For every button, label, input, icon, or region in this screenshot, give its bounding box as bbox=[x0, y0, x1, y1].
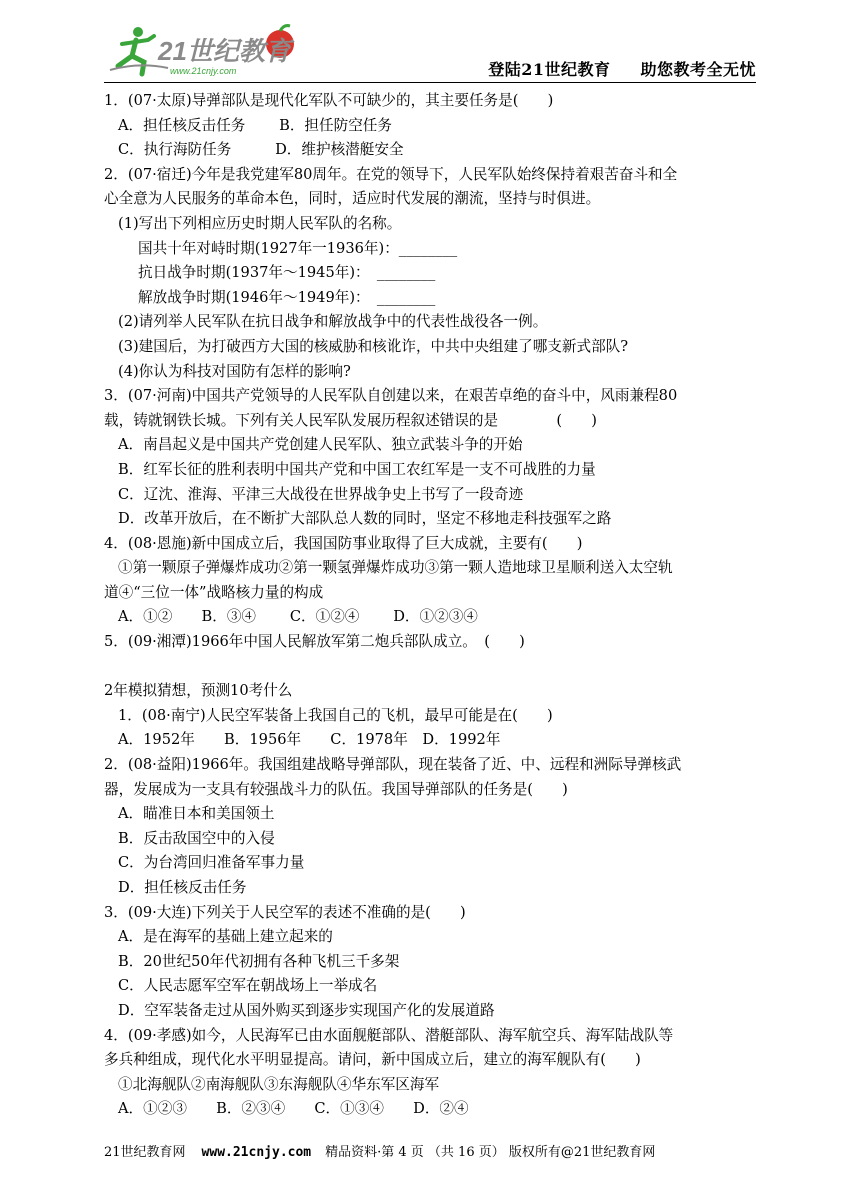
footer-page-info: 精品资料·第 4 页 （共 16 页） 版权所有@21世纪教育网 bbox=[325, 1145, 656, 1160]
slogan-right: 助您教考全无忧 bbox=[640, 60, 756, 79]
text-line: D．空军装备走过从国外购买到逐步实现国产化的发展道路 bbox=[118, 1001, 495, 1019]
text-line: B．红军长征的胜利表明中国共产党和中国工农红军是一支不可战胜的力量 bbox=[118, 460, 596, 478]
text-line: C．执行海防任务 D．维护核潜艇安全 bbox=[118, 141, 404, 159]
text-line: 2．(07·宿迁)今年是我党建军80周年。在党的领导下，人民军队始终保持着艰苦奋斗和全 bbox=[104, 165, 678, 183]
text-line: (2)请列举人民军队在抗日战争和解放战争中的代表性战役各一例。 bbox=[118, 313, 548, 331]
text-line: A．1952年 B．1956年 C．1978年 D．1992年 bbox=[118, 731, 501, 749]
text-line: 器，发展成为一支具有较强战斗力的队伍。我国导弹部队的任务是( ) bbox=[104, 780, 568, 798]
logo-wordmark: 21世纪教育 bbox=[158, 36, 291, 66]
text-line: 2．(08·益阳)1966年。我国组建战略导弹部队，现在装备了近、中、远程和洲际导弹核武 bbox=[104, 756, 682, 774]
text-line: D．担任核反击任务 bbox=[118, 879, 247, 896]
text-line: D．改革开放后，在不断扩大部队总人数的同时，坚定不移地走科技强军之路 bbox=[118, 510, 612, 528]
page-footer bbox=[104, 1141, 655, 1160]
text-line: 5．(09·湘潭)1966年中国人民解放军第二炮兵部队成立。 ( ) bbox=[104, 633, 525, 651]
text-line: A．瞄准日本和美国领土 bbox=[118, 805, 275, 823]
text-line: C．人民志愿军空军在朝战场上一举成名 bbox=[118, 977, 378, 995]
text-line: 1．(07·太原)导弹部队是现代化军队不可缺少的，其主要任务是( ) bbox=[104, 92, 554, 109]
logo-url: www.21cnjy.com bbox=[170, 66, 237, 76]
text-line: 心全意为人民服务的革命本色，同时，适应时代发展的潮流，坚持与时俱进。 bbox=[104, 190, 601, 208]
text-line: ①第一颗原子弹爆炸成功②第一颗氢弹爆炸成功③第一颗人造地球卫星顺利送入太空轨 bbox=[118, 559, 673, 577]
text-line: 载，铸就钢铁长城。下列有关人民军队发展历程叙述错误的是 ( ) bbox=[104, 411, 597, 429]
text-line: (4)你认为科技对国防有怎样的影响? bbox=[118, 362, 351, 380]
text-line: 抗日战争时期(1937年～1945年)： ________ bbox=[138, 264, 436, 282]
logo bbox=[108, 22, 308, 80]
header-slogan bbox=[488, 57, 756, 80]
header-rule bbox=[104, 82, 756, 83]
text-line: 4．(09·孝感)如今，人民海军已由水面舰艇部队、潜艇部队、海军航空兵、海军陆战队等 bbox=[104, 1026, 674, 1044]
text-line: 4．(08·恩施)新中国成立后，我国国防事业取得了巨大成就，主要有( ) bbox=[104, 534, 583, 552]
text-line: C．辽沈、淮海、平津三大战役在世界战争史上书写了一段奇迹 bbox=[118, 485, 524, 503]
text-line: ①北海舰队②南海舰队③东海舰队④华东军区海军 bbox=[118, 1075, 440, 1093]
footer-site: 21世纪教育网 bbox=[104, 1145, 186, 1160]
text-line: 解放战争时期(1946年～1949年)： ________ bbox=[138, 288, 436, 306]
text-line: 道④“三位一体”战略核力量的构成 bbox=[104, 583, 324, 601]
text-line: C．为台湾回归准备军事力量 bbox=[118, 854, 305, 872]
text-line: 国共十年对峙时期(1927年一1936年)：________ bbox=[138, 239, 458, 257]
text-line: B．反击敌国空中的入侵 bbox=[118, 829, 275, 847]
text-line: A．南昌起义是中国共产党创建人民军队、独立武装斗争的开始 bbox=[118, 436, 523, 454]
text-line: 多兵种组成，现代化水平明显提高。请问，新中国成立后，建立的海军舰队有( ) bbox=[104, 1051, 641, 1069]
text-line: B．20世纪50年代初拥有各种飞机三千多架 bbox=[118, 952, 400, 970]
blank-line bbox=[104, 655, 760, 680]
document-body bbox=[104, 89, 760, 1122]
text-line: A．担任核反击任务 B．担任防空任务 bbox=[118, 116, 392, 134]
text-line: (3)建国后，为打破西方大国的核威胁和核讹诈，中共中央组建了哪支新式部队? bbox=[118, 337, 629, 355]
text-line: A．①②③ B．②③④ C．①③④ D．②④ bbox=[118, 1100, 469, 1118]
text-line: 3．(07·河南)中国共产党领导的人民军队自创建以来，在艰苦卓绝的奋斗中，风雨兼程80 bbox=[104, 387, 678, 405]
text-line: 1．(08·南宁)人民空军装备上我国自己的飞机，最早可能是在( ) bbox=[118, 706, 553, 724]
footer-url: www.21cnjy.com bbox=[201, 1145, 312, 1160]
text-line: A．①② B．③④ C．①②④ D．①②③④ bbox=[118, 608, 478, 626]
text-line: (1)写出下列相应历史时期人民军队的名称。 bbox=[118, 214, 402, 232]
text-line: 2年模拟猜想，预测10考什么 bbox=[104, 682, 293, 700]
slogan-left: 登陆21世纪教育 bbox=[488, 60, 611, 79]
text-line: A．是在海军的基础上建立起来的 bbox=[118, 928, 333, 946]
text-line: 3．(09·大连)下列关于人民空军的表述不准确的是( ) bbox=[104, 903, 466, 921]
page-header bbox=[0, 0, 860, 85]
